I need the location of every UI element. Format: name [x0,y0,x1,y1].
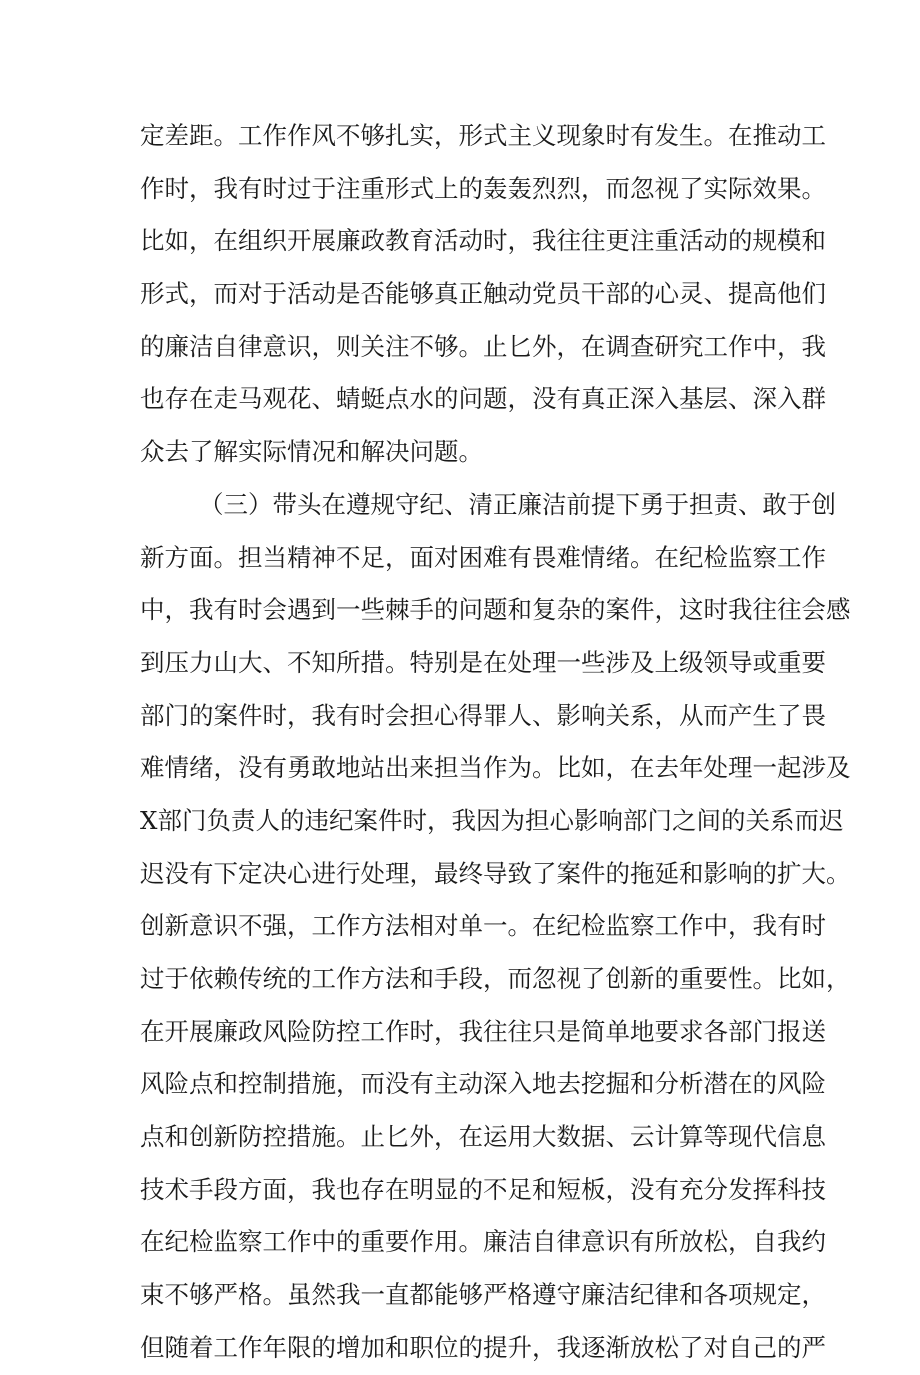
text-line: 作时，我有时过于注重形式上的轰轰烈烈，而忽视了实际效果。 [140,173,826,203]
text-line: 部门的案件时，我有时会担心得罪人、影响关系，从而产生了畏 [140,700,826,730]
text-line: 的廉洁自律意识，则关注不够。止匕外，在调查研究工作中，我 [140,331,826,361]
text-line: 技术手段方面，我也存在明显的不足和短板，没有充分发挥科技 [140,1174,826,1204]
text-line: 新方面。担当精神不足，面对困难有畏难情绪。在纪检监察工作 [140,542,826,572]
text-line: 创新意识不强，工作方法相对单一。在纪检监察工作中，我有时 [140,911,826,941]
text-line: 过于依赖传统的工作方法和手段，而忽视了创新的重要性。比如， [140,964,851,993]
text-line: 定差距。工作作风不够扎实，形式主义现象时有发生。在推动工 [140,121,826,150]
text-line: 点和创新防控措施。止匕外，在运用大数据、云计算等现代信息 [140,1122,826,1152]
text-line: 风险点和控制措施，而没有主动深入地去挖掘和分析潜在的风险 [140,1069,826,1099]
text-line: 迟没有下定决心进行处理，最终导致了案件的拖延和影响的扩大。 [140,858,851,888]
text-line: 比如，在组织开展廉政教育活动时，我往往更注重活动的规模和 [140,226,826,256]
body-text [140,110,851,1375]
text-line: 也存在走马观花、蜻蜓点水的问题，没有真正深入基层、深入群 [140,384,826,414]
text-line: 但随着工作年限的增加和职位的提升，我逐渐放松了对自己的严 [140,1332,826,1362]
text-line: 在开展廉政风险防控工作时，我往往只是简单地要求各部门报送 [140,1016,826,1046]
text-line: 束不够严格。虽然我一直都能够严格遵守廉洁纪律和各项规定， [140,1280,826,1310]
text-line: 在纪检监察工作中的重要作用。廉洁自律意识有所放松，自我约 [140,1227,826,1257]
text-line: 形式，而对于活动是否能够真正触动党员干部的心灵、提高他们 [140,279,826,309]
text-line: 中，我有时会遇到一些棘手的问题和复杂的案件，这时我往往会感 [140,595,851,625]
section-heading-line: （三）带头在遵规守纪、清正廉洁前提下勇于担责、敢于创 [199,489,836,519]
text-line: X部门负责人的违纪案件时，我因为担心影响部门之间的关系而迟 [140,805,844,835]
text-line: 到压力山大、不知所措。特别是在处理一些涉及上级领导或重要 [140,647,826,677]
text-line: 难情绪，没有勇敢地站出来担当作为。比如，在去年处理一起涉及 [140,753,851,783]
text-line: 众去了解实际情况和解决问题。 [140,437,483,467]
